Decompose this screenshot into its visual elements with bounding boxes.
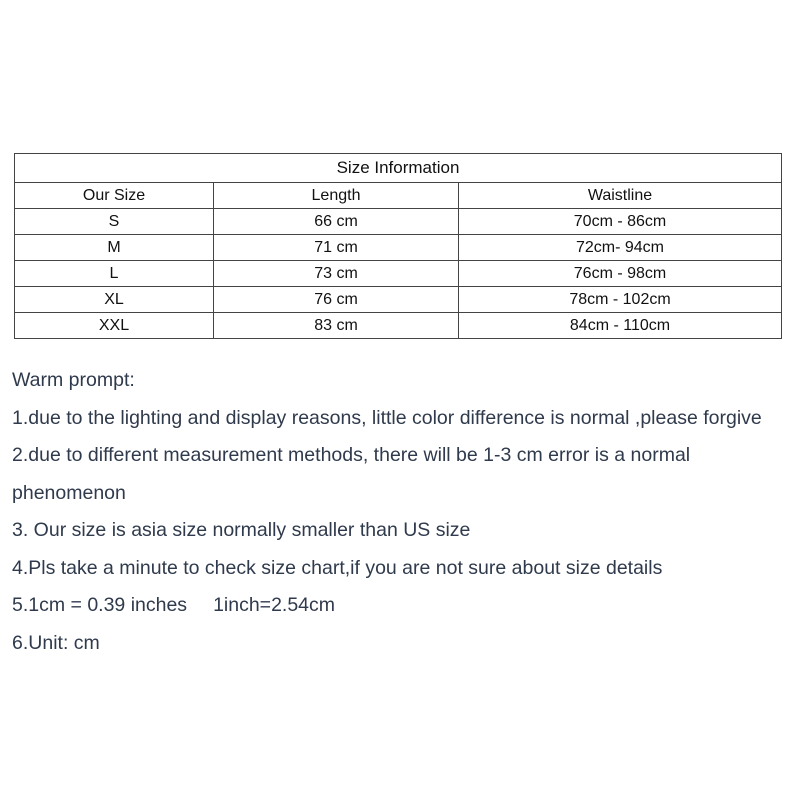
table-row xyxy=(15,287,782,313)
table-header-row xyxy=(15,183,782,209)
cell-waistline: 72cm- 94cm xyxy=(459,235,782,261)
header-length: Length xyxy=(214,183,459,209)
cell-size: S xyxy=(15,209,214,235)
cell-length: 73 cm xyxy=(214,261,459,287)
cell-waistline: 78cm - 102cm xyxy=(459,287,782,313)
note-line-1: 1.due to the lighting and display reasons, little color difference is normal ,please forgive xyxy=(12,406,762,429)
table-row xyxy=(15,261,782,287)
table-row xyxy=(15,235,782,261)
note-line-5 xyxy=(12,587,798,625)
note-line-2b: phenomenon xyxy=(12,481,126,504)
cell-length: 66 cm xyxy=(214,209,459,235)
header-waistline: Waistline xyxy=(459,183,782,209)
cell-waistline: 70cm - 86cm xyxy=(459,209,782,235)
cell-waistline: 84cm - 110cm xyxy=(459,313,782,339)
note-line-4: 4.Pls take a minute to check size chart,if you are not sure about size details xyxy=(12,556,663,579)
table-row xyxy=(15,209,782,235)
cell-size: M xyxy=(15,235,214,261)
cell-size: L xyxy=(15,261,214,287)
note-line-5-cm: 5.1cm = 0.39 inches xyxy=(12,594,188,616)
note-line-6: 6.Unit: cm xyxy=(12,631,100,654)
table-row xyxy=(15,313,782,339)
table-title: Size Information xyxy=(15,154,782,183)
cell-size: XXL xyxy=(15,313,214,339)
cell-length: 76 cm xyxy=(214,287,459,313)
cell-size: XL xyxy=(15,287,214,313)
warm-prompt-notes xyxy=(12,362,798,662)
note-line-5-inch: 1inch=2.54cm xyxy=(213,594,336,616)
notes-heading: Warm prompt: xyxy=(12,369,135,391)
cell-length: 83 cm xyxy=(214,313,459,339)
header-our-size: Our Size xyxy=(15,183,214,209)
size-information-table xyxy=(14,153,782,339)
note-line-3: 3. Our size is asia size normally smaller than US size xyxy=(12,519,471,541)
cell-length: 71 cm xyxy=(214,235,459,261)
table-title-row xyxy=(15,154,782,183)
note-line-2a: 2.due to different measurement methods, there will be 1-3 cm error is a normal xyxy=(12,444,691,466)
cell-waistline: 76cm - 98cm xyxy=(459,261,782,287)
